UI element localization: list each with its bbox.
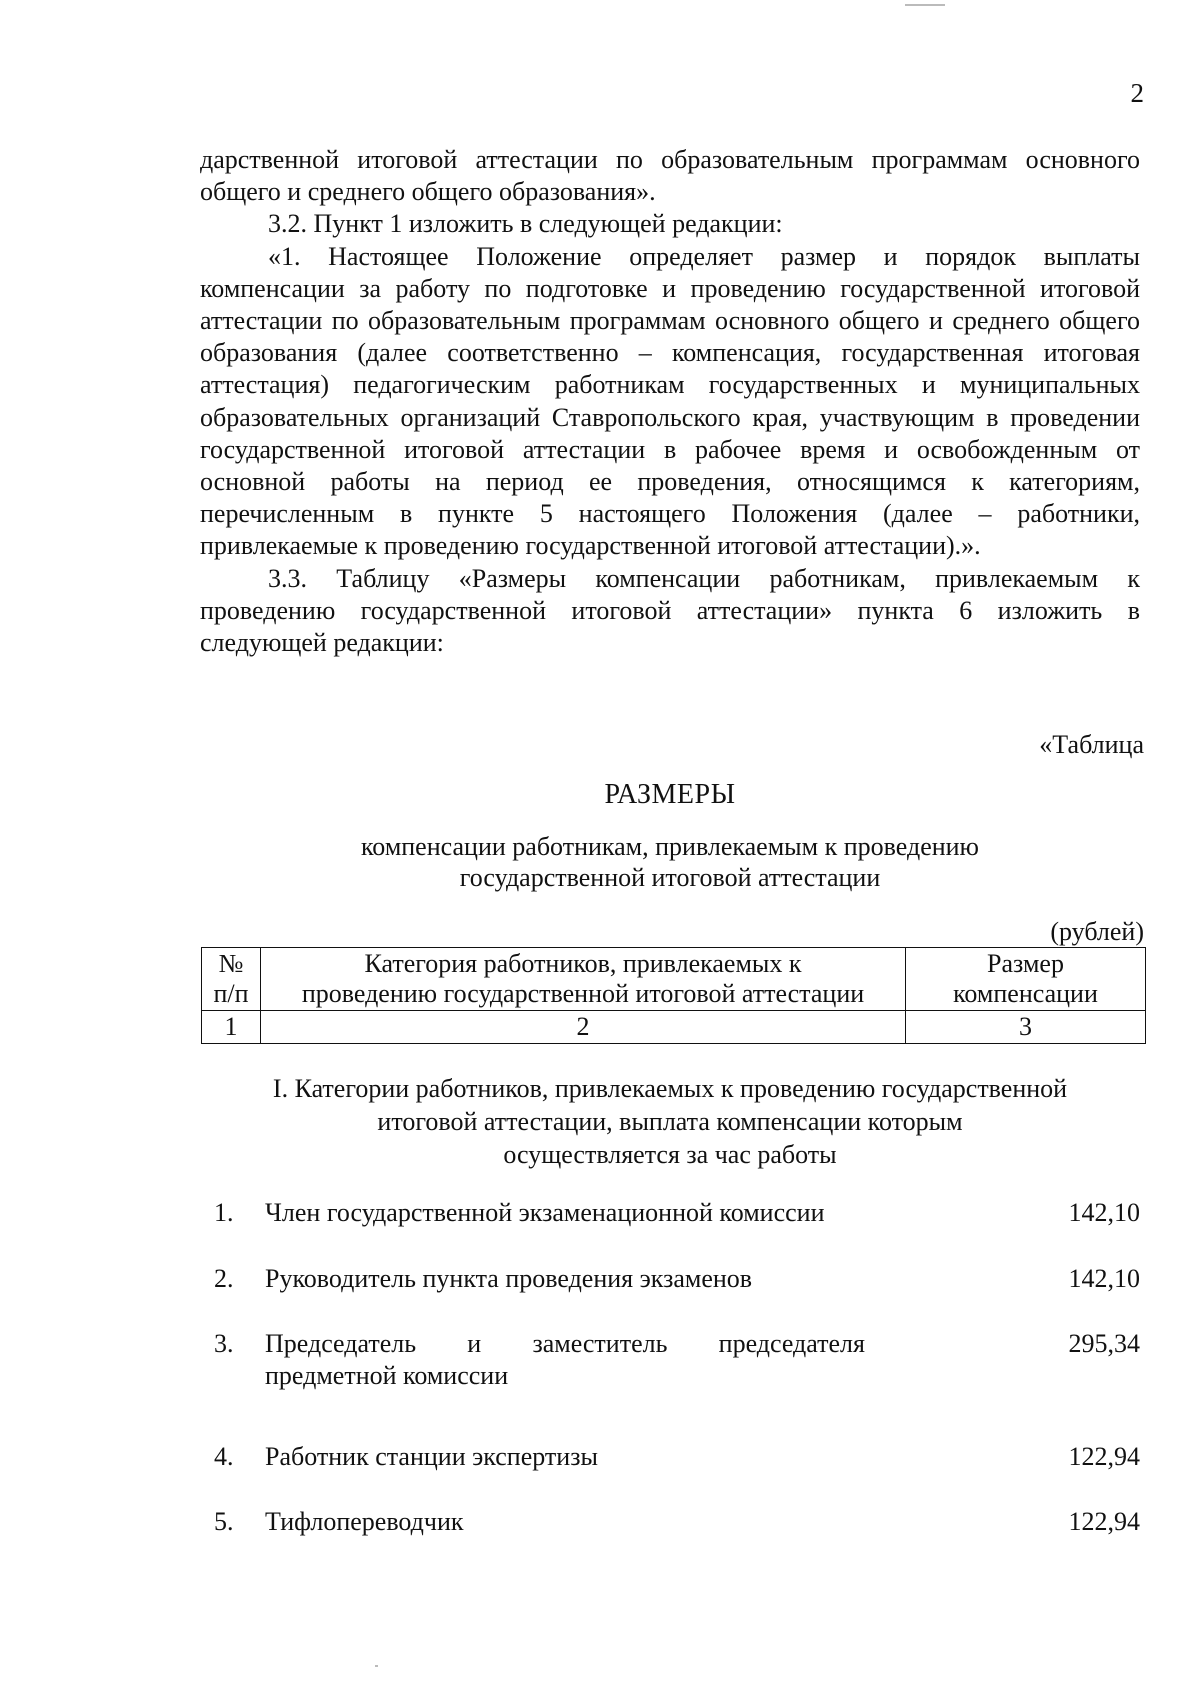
scan-speck xyxy=(905,4,945,6)
header-number-line-2: п/п xyxy=(213,979,249,1008)
column-number-2: 2 xyxy=(261,1011,906,1044)
paragraph-continuation: дарственной итоговой аттестации по образовательным программам основного общего и среднего общего образования». xyxy=(200,145,1140,207)
table-header-row xyxy=(202,948,1146,1011)
row-number: 3. xyxy=(214,1329,234,1358)
paragraph-3-3: 3.3. Таблицу «Размеры компенсации работникам, привлекаемым к проведению государственной итоговой аттестации» пункта 6 изложить в следующей редакции: xyxy=(200,563,1140,658)
row-description: Председатель и заместитель председателя предметной комиссии xyxy=(265,1329,865,1390)
row-number: 5. xyxy=(214,1507,234,1536)
compensation-table-header xyxy=(201,947,1146,1044)
row-description: Член государственной экзаменационной комиссии xyxy=(265,1198,825,1227)
section-heading-line-2: итоговой аттестации, выплата компенсации которым xyxy=(377,1107,963,1136)
column-number-1: 1 xyxy=(202,1011,261,1044)
row-value: 295,34 xyxy=(1068,1329,1140,1358)
page-number: 2 xyxy=(1130,78,1144,108)
table-column-numbers-row xyxy=(202,1011,1146,1044)
scan-speck xyxy=(375,1665,378,1667)
column-number-3: 3 xyxy=(906,1011,1146,1044)
section-heading xyxy=(200,1072,1140,1171)
table-title: РАЗМЕРЫ xyxy=(604,779,736,810)
row-value: 122,94 xyxy=(1068,1507,1140,1536)
row-number: 1. xyxy=(214,1198,234,1227)
paragraph-3-2: 3.2. Пункт 1 изложить в следующей редакции: xyxy=(268,209,783,239)
header-category-line-2: проведению государственной итоговой аттестации xyxy=(301,979,865,1008)
header-number xyxy=(202,948,261,1011)
table-subtitle xyxy=(200,831,1140,893)
header-number-line-1: № xyxy=(218,949,244,978)
header-category xyxy=(261,948,906,1011)
section-heading-line-1: I. Категории работников, привлекаемых к проведению государственной xyxy=(272,1074,1068,1103)
row-description: Тифлопереводчик xyxy=(265,1507,464,1536)
table-subtitle-line-1: компенсации работникам, привлекаемым к проведению xyxy=(361,832,979,861)
row-description: Руководитель пункта проведения экзаменов xyxy=(265,1264,753,1293)
row-description: Работник станции экспертизы xyxy=(265,1442,598,1471)
row-number: 4. xyxy=(214,1442,234,1471)
body-text xyxy=(200,144,1140,659)
section-heading-line-3: осуществляется за час работы xyxy=(503,1140,837,1169)
table-subtitle-line-2: государственной итоговой аттестации xyxy=(459,863,881,892)
row-value: 142,10 xyxy=(1068,1264,1140,1293)
paragraph-point-1: «1. Настоящее Положение определяет размер и порядок выплаты компенсации за работу по подготовке и проведению государственной итоговой аттестации по образовательным программам основного общего и среднего общего образования (далее соответственно – компенсация, государственная итоговая аттестация) педагогическим работникам государственных и муниципальных образовательных организаций Ставропольского края, участвующим в проведении государственной итоговой аттестации в рабочее время и освобожденным от основной работы на период ее проведения, относящимся к категориям, перечисленным в пункте 5 настоящего Положения (далее – работники, привлекаемые к проведению государственной итоговой аттестации).». xyxy=(200,241,1140,561)
header-amount xyxy=(906,948,1146,1011)
header-amount-line-1: Размер xyxy=(987,949,1064,978)
row-value: 122,94 xyxy=(1068,1442,1140,1471)
header-category-line-1: Категория работников, привлекаемых к xyxy=(364,949,802,978)
header-amount-line-2: компенсации xyxy=(953,979,1098,1008)
table-label: «Таблица xyxy=(1039,730,1144,759)
row-value: 142,10 xyxy=(1068,1198,1140,1227)
unit-label: (рублей) xyxy=(1050,917,1144,946)
row-number: 2. xyxy=(214,1264,234,1293)
